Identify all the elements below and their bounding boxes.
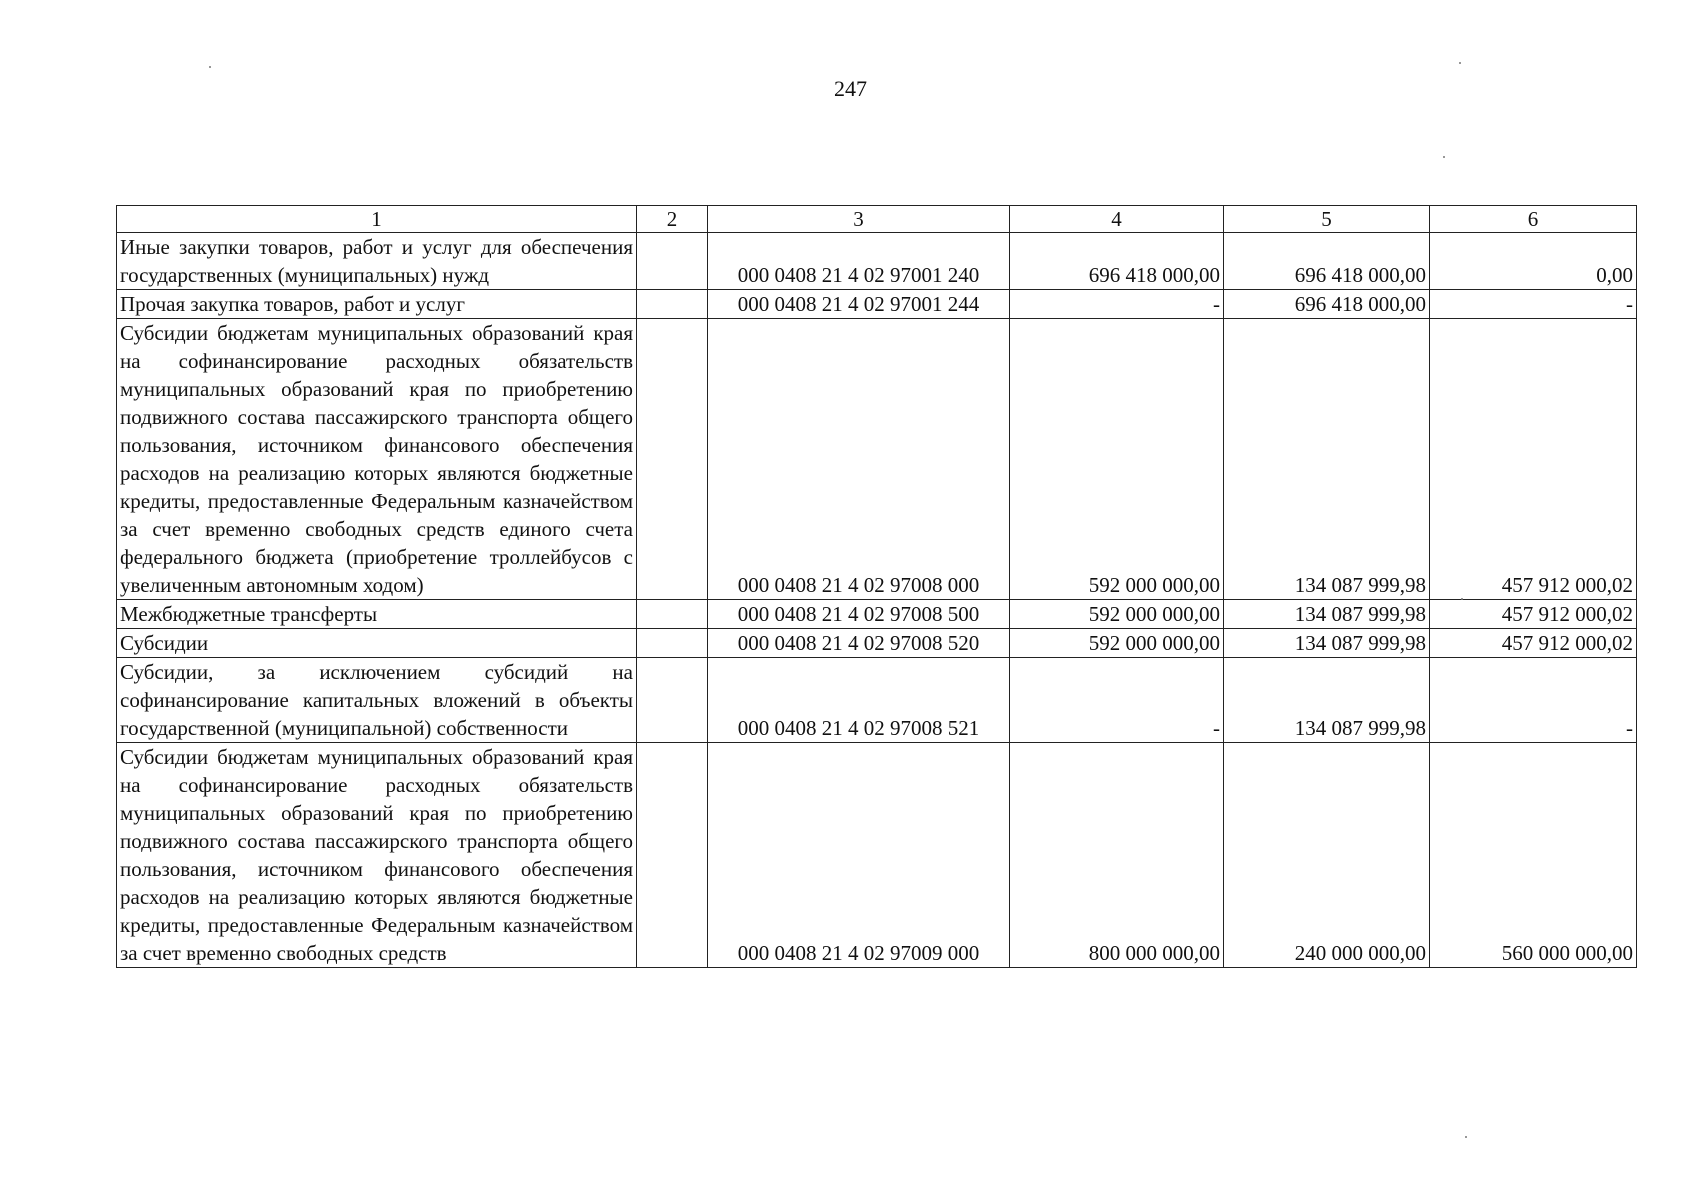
row-col6: 560 000 000,00	[1430, 743, 1637, 968]
row-col4: -	[1010, 290, 1224, 319]
row-code: 000 0408 21 4 02 97008 520	[708, 629, 1010, 658]
row-col4: 592 000 000,00	[1010, 319, 1224, 600]
column-header-1: 1	[117, 206, 637, 233]
row-code: 000 0408 21 4 02 97008 521	[708, 658, 1010, 743]
scan-speck	[1443, 156, 1445, 158]
row-col2	[637, 658, 708, 743]
table-row	[117, 233, 1637, 290]
row-col2	[637, 743, 708, 968]
row-name: Прочая закупка товаров, работ и услуг	[117, 290, 637, 319]
row-col5: 696 418 000,00	[1224, 233, 1430, 290]
row-col2	[637, 233, 708, 290]
column-header-3: 3	[708, 206, 1010, 233]
scan-speck	[1459, 62, 1461, 64]
row-name: Субсидии, за исключением субсидий на софинансирование капитальных вложений в объекты государственной (муниципальной) собственности	[117, 658, 637, 743]
row-col6: 0,00	[1430, 233, 1637, 290]
table-row	[117, 629, 1637, 658]
row-col2	[637, 600, 708, 629]
row-col5: 134 087 999,98	[1224, 319, 1430, 600]
row-name: Иные закупки товаров, работ и услуг для обеспечения государственных (муниципальных) нужд	[117, 233, 637, 290]
row-col4: 592 000 000,00	[1010, 600, 1224, 629]
row-col2	[637, 629, 708, 658]
row-name: Субсидии бюджетам муниципальных образований края на софинансирование расходных обязательств муниципальных образований края по приобретению подвижного состава пассажирского транспорта общего пользования, источником финансового обеспечения расходов на реализацию которых являются бюджетные кредиты, предоставленные Федеральным казначейством за счет временно свободных средств	[117, 743, 637, 968]
row-col4: 800 000 000,00	[1010, 743, 1224, 968]
table-row	[117, 319, 1637, 600]
table-row	[117, 290, 1637, 319]
row-code: 000 0408 21 4 02 97001 240	[708, 233, 1010, 290]
row-col4: 592 000 000,00	[1010, 629, 1224, 658]
row-col5: 240 000 000,00	[1224, 743, 1430, 968]
column-header-4: 4	[1010, 206, 1224, 233]
row-code: 000 0408 21 4 02 97001 244	[708, 290, 1010, 319]
scan-speck	[1461, 598, 1463, 600]
column-header-2: 2	[637, 206, 708, 233]
row-col2	[637, 290, 708, 319]
budget-table	[116, 205, 1637, 968]
row-code: 000 0408 21 4 02 97009 000	[708, 743, 1010, 968]
row-col4: 696 418 000,00	[1010, 233, 1224, 290]
table-row	[117, 658, 1637, 743]
row-col5: 134 087 999,98	[1224, 658, 1430, 743]
row-col4: -	[1010, 658, 1224, 743]
row-name: Межбюджетные трансферты	[117, 600, 637, 629]
table-header-row	[117, 206, 1637, 233]
scan-speck	[209, 66, 211, 68]
row-col6: 457 912 000,02	[1430, 629, 1637, 658]
table-row	[117, 600, 1637, 629]
row-col6: 457 912 000,02	[1430, 600, 1637, 629]
row-name: Субсидии бюджетам муниципальных образований края на софинансирование расходных обязательств муниципальных образований края по приобретению подвижного состава пассажирского транспорта общего пользования, источником финансового обеспечения расходов на реализацию которых являются бюджетные кредиты, предоставленные Федеральным казначейством за счет временно свободных средств единого счета федерального бюджета (приобретение троллейбусов с увеличенным автономным ходом)	[117, 319, 637, 600]
row-col5: 696 418 000,00	[1224, 290, 1430, 319]
row-col5: 134 087 999,98	[1224, 629, 1430, 658]
table-row	[117, 743, 1637, 968]
row-col5: 134 087 999,98	[1224, 600, 1430, 629]
column-header-5: 5	[1224, 206, 1430, 233]
scan-speck	[1465, 1136, 1467, 1138]
column-header-6: 6	[1430, 206, 1637, 233]
page-number: 247	[834, 76, 867, 101]
row-col6: 457 912 000,02	[1430, 319, 1637, 600]
row-col6: -	[1430, 658, 1637, 743]
row-col2	[637, 319, 708, 600]
row-code: 000 0408 21 4 02 97008 000	[708, 319, 1010, 600]
row-col6: -	[1430, 290, 1637, 319]
row-code: 000 0408 21 4 02 97008 500	[708, 600, 1010, 629]
row-name: Субсидии	[117, 629, 637, 658]
